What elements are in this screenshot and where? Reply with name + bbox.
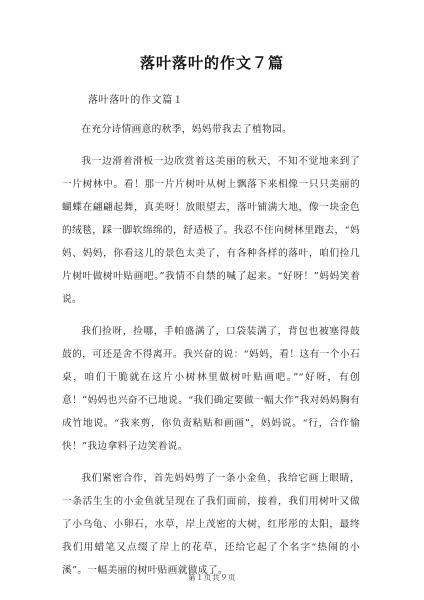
paragraph: 我们紧密合作，首先妈妈剪了一条小金鱼，我给它画上眼睛，一条活生生的小金鱼就呈现在了我们面前，接着，我们用树叶又做了小乌龟、小卵石，水草，岸上茂密的大树，红彤彤的太阳，最终我们用蜡笔又点缀了岸上的花草，还给它起了个名字“热闹的小溪”。一幅美丽的树叶贴画就做成了。 (62, 473, 360, 576)
document-body (62, 118, 360, 591)
section-heading: 落叶落叶的作文篇１ (88, 95, 184, 106)
paragraph: 在充分诗情画意的秋季，妈妈带我去了植物园。 (81, 124, 293, 135)
paragraph: 我们捡呀，捡哪，手帕盛满了，口袋装满了，背包也被塞得鼓鼓的，可还是舍不得离开。我兴奋的说：“妈妈，看！这有一个小石桌，咱们干脆就在这片小树林里做树叶贴画吧。”“好呀，有创意！”妈妈也兴奋不已地说。“我们确定要做一幅大作”我对妈妈胸有成竹地说。“我来剪，你负责粘贴和画画”，妈妈说。“行，合作愉快！”我边拿料子边笑着说。 (62, 326, 360, 452)
paragraph: 我一边滑着滑板一边欣赏着这美丽的秋天，不知不觉地来到了一片树林中。看！那一片片树叶从树上飘落下来相像一只只美丽的蝴蝶在翩翩起舞，真美呀！放眼望去，落叶铺满大地，像一块金色的绒毯，踩一脚软绵绵的，舒适极了。我忍不住向树林里跑去，“妈妈、妈妈，你看这儿的景色太美了，有各种各样的落叶，咱们捡几片树叶做树叶贴画吧。”我情不自禁的喊了起来。“好呀！”妈妈笑着说。 (62, 156, 360, 305)
document-title: 落叶落叶的作文７篇 (139, 54, 284, 72)
page-number: 第１页共９页 (188, 573, 236, 582)
